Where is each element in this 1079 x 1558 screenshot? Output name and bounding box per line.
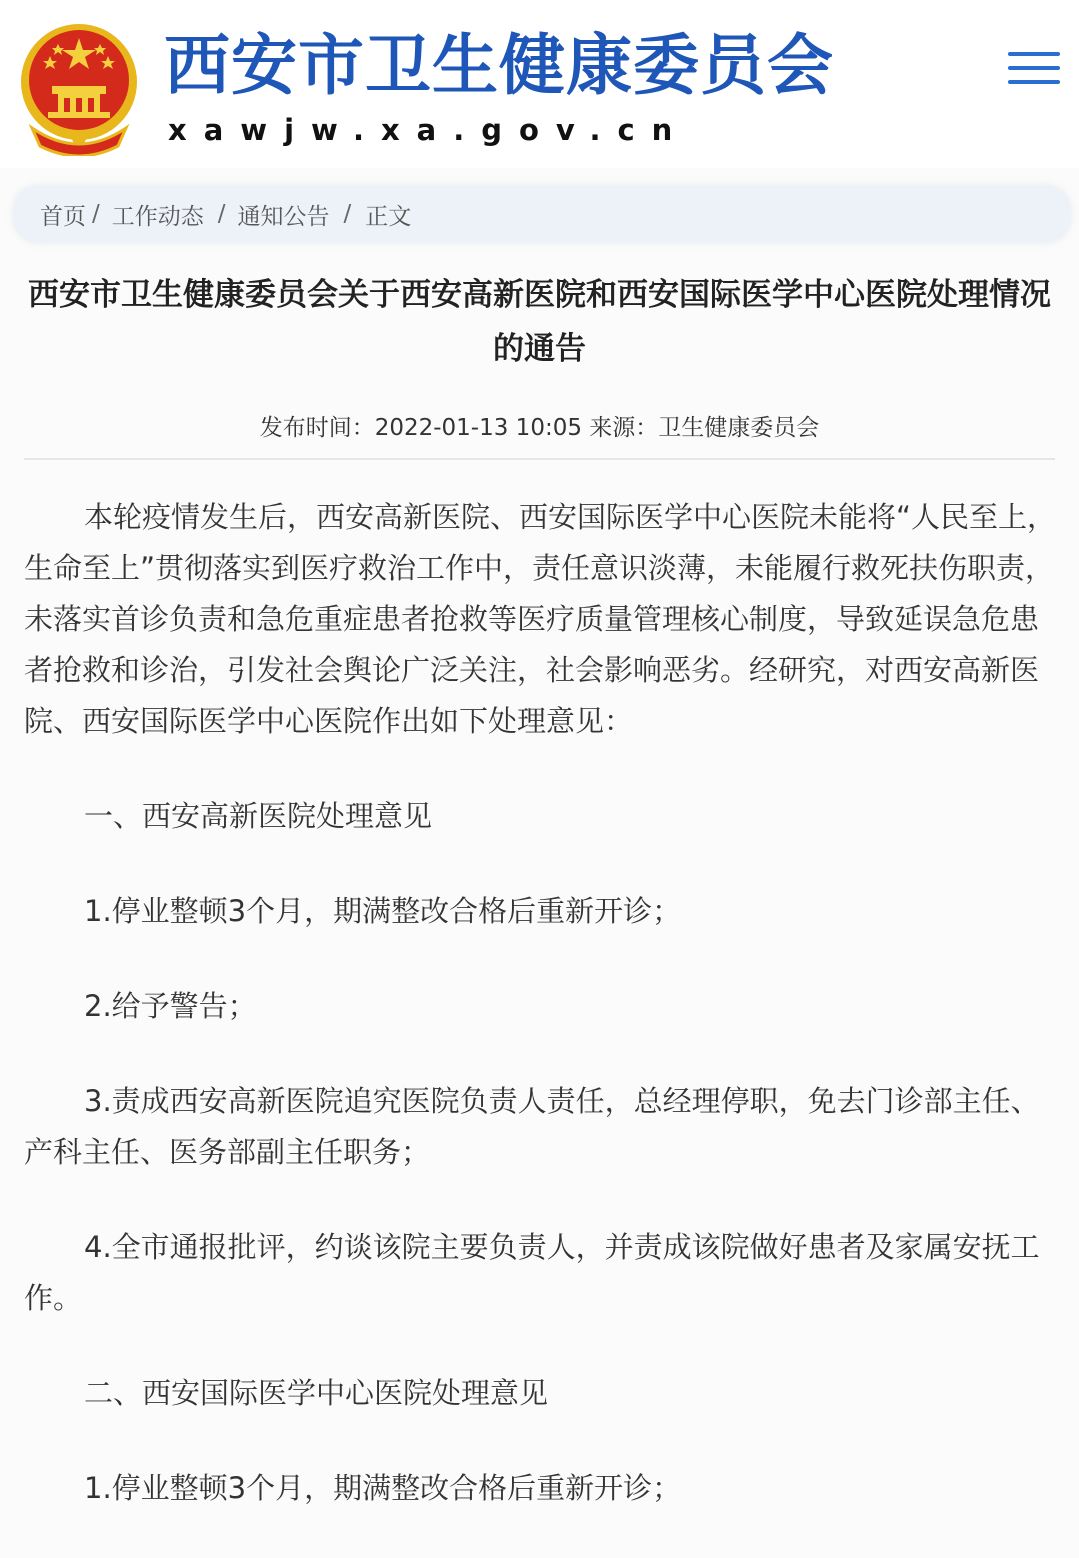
hamburger-menu-icon[interactable]: [1008, 48, 1060, 88]
article-paragraph: 1.停业整顿3个月，期满整改合格后重新开诊；: [84, 1471, 682, 1505]
breadcrumb-separator: /: [217, 201, 226, 227]
breadcrumb-separator: /: [92, 201, 100, 227]
article-paragraph: 4.全市通报批评，约谈该院主要负责人，并责成该院做好患者及家属安抚工作。: [24, 1230, 1040, 1315]
section-heading: 二、西安国际医学中心医院处理意见: [84, 1376, 549, 1410]
breadcrumb-current: 正文: [365, 203, 412, 230]
site-header: [0, 0, 1079, 168]
article-paragraph: 本轮疫情发生后，西安高新医院、西安国际医学中心医院未能将“人民至上，生命至上”贯彻落实到医疗救治工作中，责任意识淡薄，未能履行救死扶伤职责，未落实首诊负责和急危重症患者抢救等医疗质量管理核心制度，导致延误急危患者抢救和诊治，引发社会舆论广泛关注，社会影响恶劣。经研究，对西安高新医院、西安国际医学中心医院作出如下处理意见：: [24, 500, 1057, 738]
section-heading: 一、西安高新医院处理意见: [84, 799, 433, 833]
article-paragraph: 1.停业整顿3个月，期满整改合格后重新开诊；: [84, 894, 682, 928]
article-body: [24, 492, 1058, 1558]
article-meta: 发布时间：2022-01-13 10:05 来源：卫生健康委员会: [259, 415, 820, 441]
article-title: 西安市卫生健康委员会关于西安高新医院和西安国际医学中心医院处理情况的通告: [28, 277, 1051, 367]
article-paragraph: 2.给予警告；: [84, 989, 257, 1023]
breadcrumb-notices[interactable]: 通知公告: [237, 203, 330, 230]
breadcrumb: [14, 186, 1070, 242]
breadcrumb-work-news[interactable]: 工作动态: [111, 203, 204, 230]
site-domain: xawjw.xa.gov.cn: [168, 113, 690, 147]
breadcrumb-home[interactable]: 首页: [40, 203, 86, 230]
site-title[interactable]: 西安市卫生健康委员会: [164, 27, 834, 104]
divider: [24, 458, 1055, 460]
article-paragraph: 3.责成西安高新医院追究医院负责人责任，总经理停职，免去门诊部主任、产科主任、医务部副主任职务；: [24, 1084, 1040, 1169]
national-emblem-icon[interactable]: [14, 20, 144, 156]
breadcrumb-separator: /: [343, 201, 352, 227]
